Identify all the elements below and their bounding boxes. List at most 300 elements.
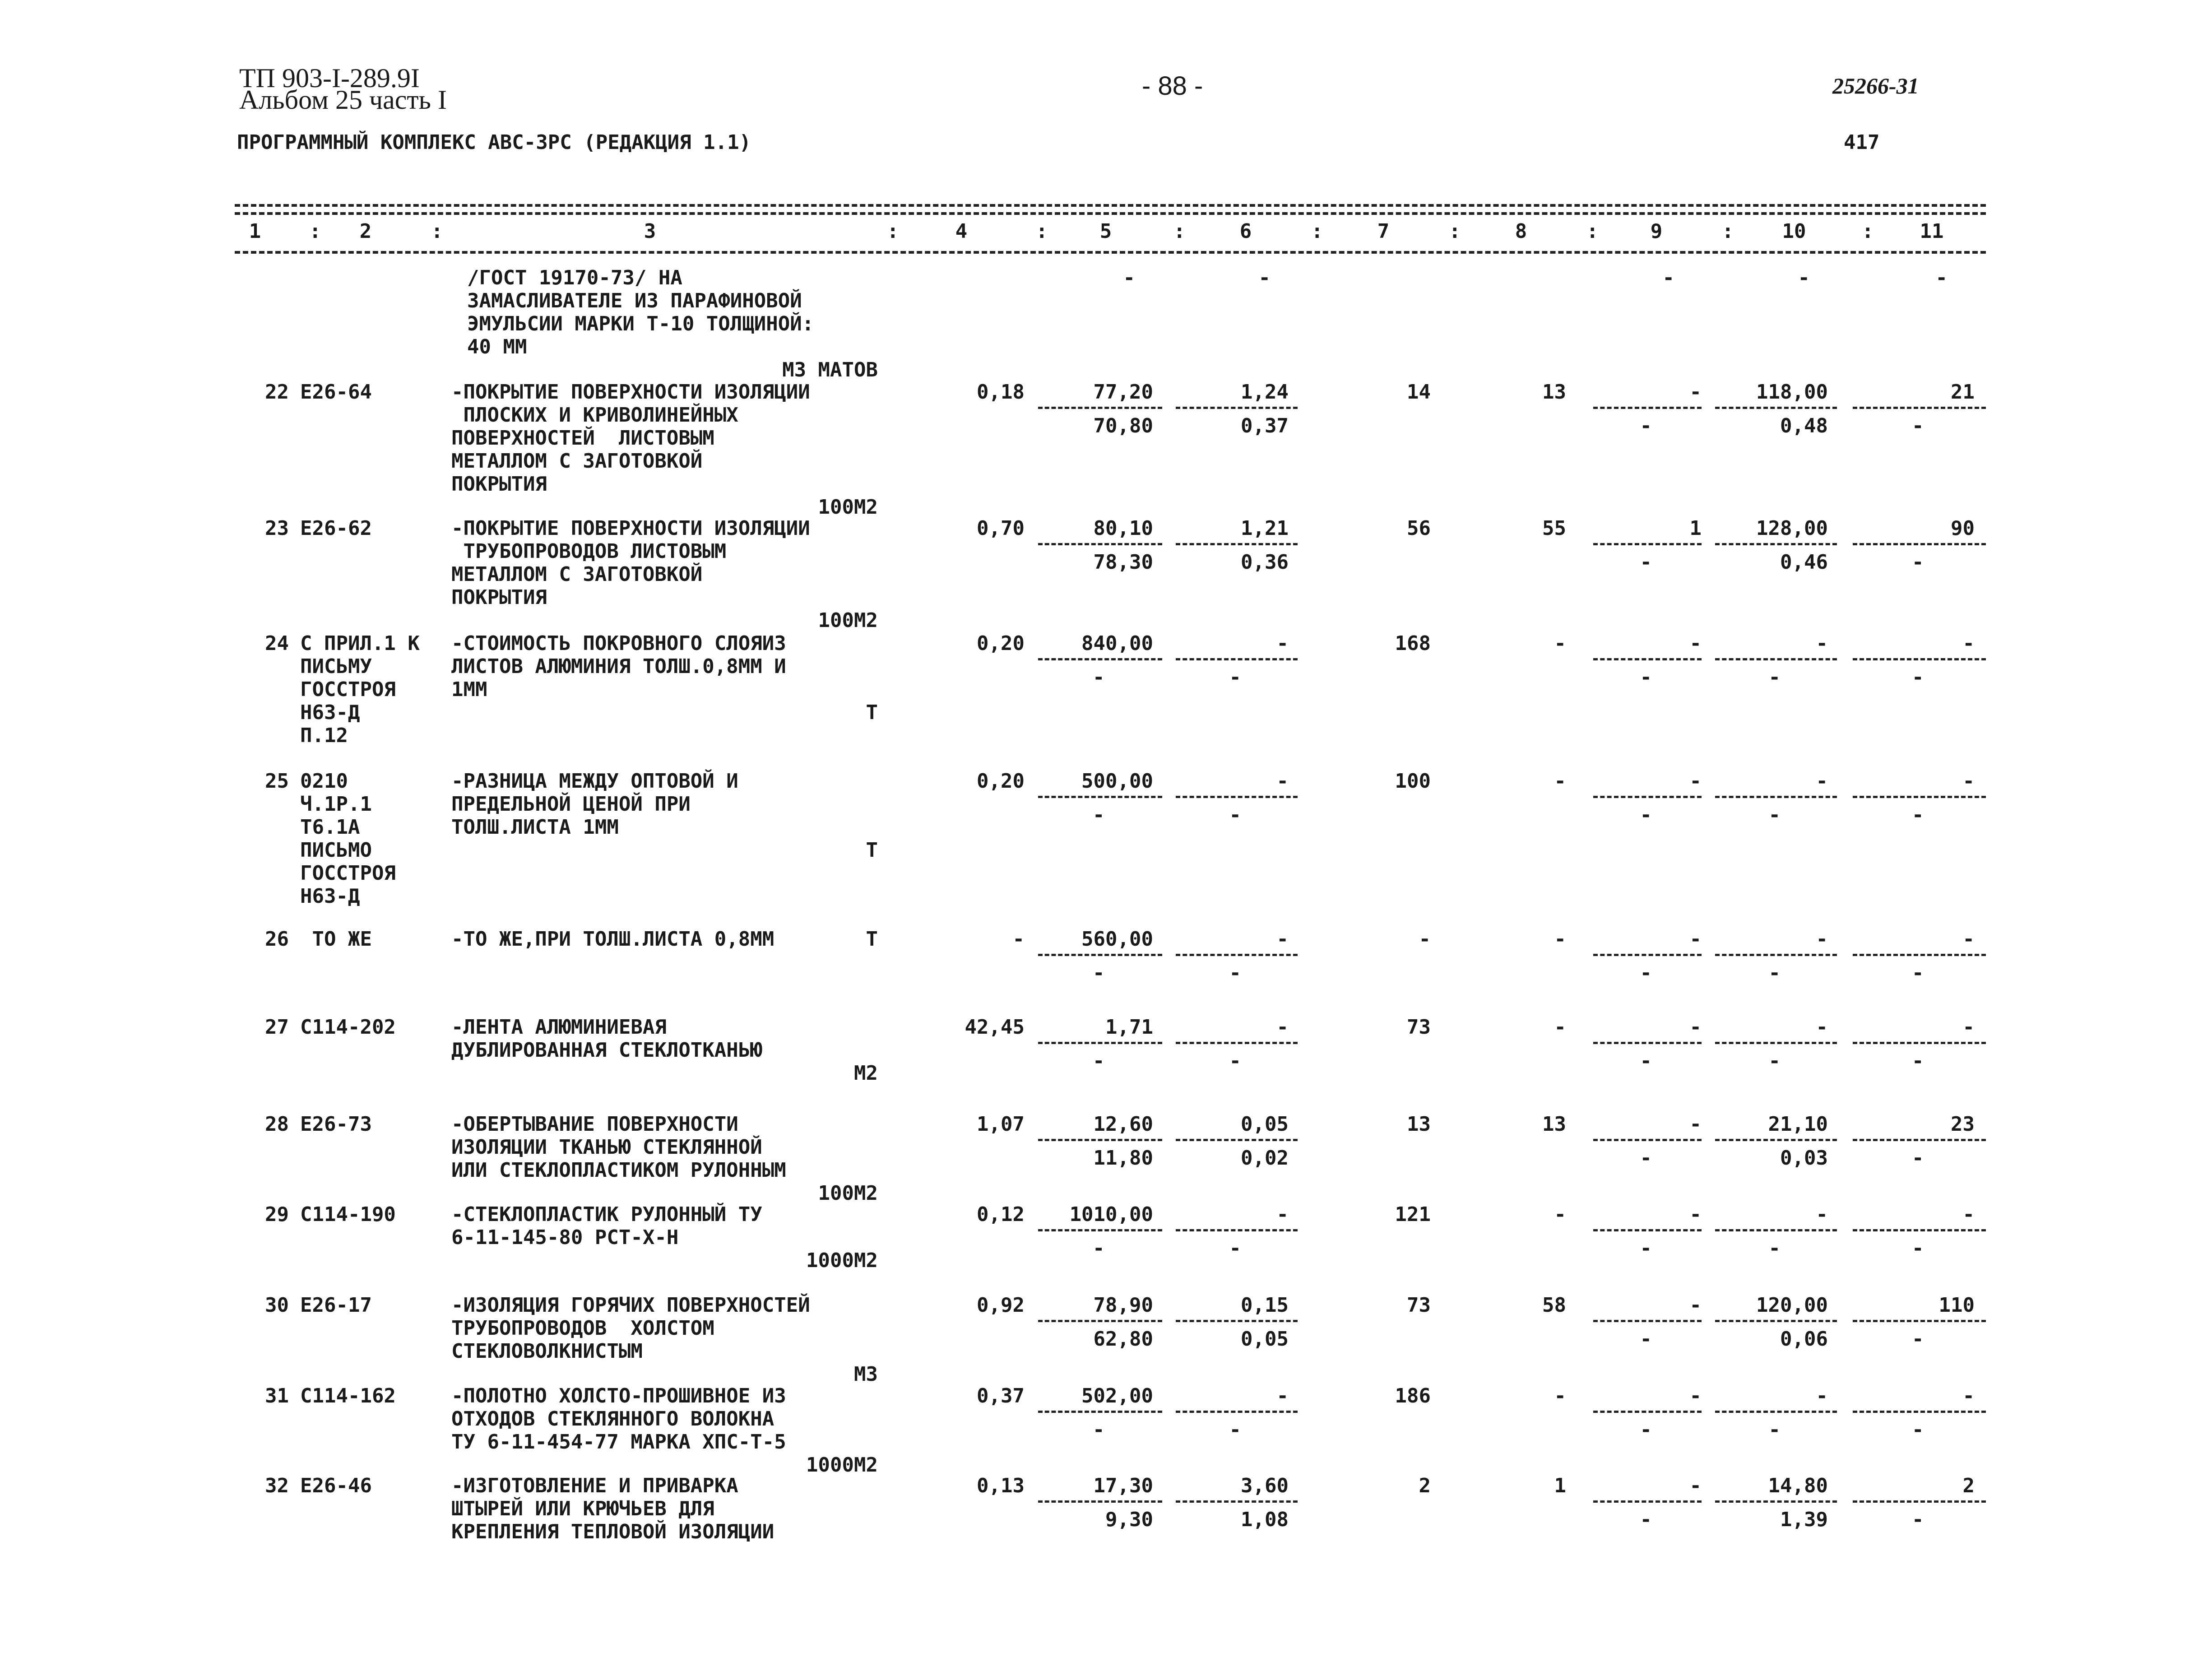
column-separator: : <box>1586 220 1599 243</box>
subtotal-rule <box>1176 954 1298 956</box>
column-header-8: 8 <box>1515 220 1527 243</box>
description-line: ШТЫРЕЙ ИЛИ КРЮЧЬЕВ ДЛЯ <box>451 1497 714 1520</box>
subtotal-rule <box>1038 1320 1162 1322</box>
resource-code: Н63-Д <box>300 701 360 724</box>
resource-code: ТО ЖЕ <box>300 928 372 951</box>
cell-c11: - <box>1962 632 1975 655</box>
resource-code: Е26-17 <box>300 1294 372 1317</box>
description-line: -ТО ЖЕ,ПРИ ТОЛШ.ЛИСТА 0,8ММ <box>451 928 774 951</box>
subtotal-rule <box>1715 1500 1837 1503</box>
cell-c8: 13 <box>1542 381 1566 404</box>
subtotal-rule <box>1593 1411 1702 1413</box>
cell-c9: - <box>1689 1113 1702 1136</box>
description-line: ИЛИ СТЕКЛОПЛАСТИКОМ РУЛОННЫМ <box>451 1159 786 1182</box>
unit-label: 100М2 <box>818 496 878 519</box>
table-header-rule <box>235 251 1986 254</box>
cell-c9b: - <box>1640 1418 1652 1441</box>
column-header-10: 10 <box>1782 220 1806 243</box>
unit-label: 100М2 <box>818 1182 878 1205</box>
cell-c8: - <box>1554 1016 1566 1039</box>
cell-c7: 100 <box>1395 770 1431 793</box>
cell-c11b: - <box>1912 1418 1924 1441</box>
cell-c6b: 1,08 <box>1241 1508 1289 1531</box>
subtotal-rule <box>1853 954 1986 956</box>
row-number: 32 <box>265 1474 289 1497</box>
subtotal-rule <box>1593 1042 1702 1044</box>
cell-c9: - <box>1689 1294 1702 1317</box>
cell-c6b: - <box>1229 1237 1241 1260</box>
cell-c6b: - <box>1229 961 1241 984</box>
column-header-7: 7 <box>1377 220 1390 243</box>
subtotal-rule <box>1853 1139 1986 1141</box>
description-line: ТОЛШ.ЛИСТА 1ММ <box>451 816 619 839</box>
cell-c5b: - <box>1093 961 1105 984</box>
cell-c10: 118,00 <box>1756 381 1828 404</box>
cell-c6b: - <box>1229 803 1241 826</box>
cell-c4: - <box>1012 928 1025 951</box>
column-separator: : <box>1862 220 1874 243</box>
cell-c4: 0,20 <box>977 770 1025 793</box>
cell-c9: - <box>1689 1016 1702 1039</box>
subtotal-rule <box>1593 658 1702 660</box>
cell-c11b: - <box>1912 961 1924 984</box>
column-separator: : <box>887 220 899 243</box>
cell-c4: 0,20 <box>977 632 1025 655</box>
cell-c11: - <box>1962 928 1975 951</box>
subtotal-rule <box>1038 1042 1162 1044</box>
cell-c10: 120,00 <box>1756 1294 1828 1317</box>
column-separator: : <box>309 220 321 243</box>
program-title: ПРОГРАММНЫЙ КОМПЛЕКС АВС-3РС (РЕДАКЦИЯ 1.1) <box>237 131 751 154</box>
cell-c9: - <box>1689 632 1702 655</box>
cell-c10b: 0,03 <box>1780 1147 1828 1170</box>
cell-c6: - <box>1276 770 1289 793</box>
resource-code: Е26-73 <box>300 1113 372 1136</box>
row-number: 29 <box>265 1203 289 1226</box>
cell-c10: - <box>1816 1384 1828 1407</box>
column-separator: : <box>431 220 443 243</box>
cell-c11b: - <box>1912 1328 1924 1351</box>
description-line: ОТХОДОВ СТЕКЛЯННОГО ВОЛОКНА <box>451 1407 774 1430</box>
cell-c10b: - <box>1768 1418 1781 1441</box>
description-line: /ГОСТ 19170-73/ НА <box>467 266 682 289</box>
subtotal-rule <box>1715 1411 1837 1413</box>
resource-code: П.12 <box>300 724 348 747</box>
unit-label: 1000М2 <box>806 1453 878 1477</box>
cell-c6b: 0,05 <box>1241 1328 1289 1351</box>
cell-c11b: - <box>1912 1049 1924 1073</box>
cell-c11b: - <box>1912 414 1924 437</box>
row-number: 23 <box>265 517 289 540</box>
cell-c11: 90 <box>1951 517 1975 540</box>
unit-label: Т <box>866 839 878 862</box>
cell-c9: - <box>1689 1203 1702 1226</box>
row-number: 28 <box>265 1113 289 1136</box>
cell-c8: 13 <box>1542 1113 1566 1136</box>
cell-c5b: - <box>1093 803 1105 826</box>
cell-c5: 80,10 <box>1093 517 1153 540</box>
column-header-4: 4 <box>955 220 968 243</box>
subtotal-rule <box>1038 1500 1162 1503</box>
cell-c5b: - <box>1093 1237 1105 1260</box>
cell-c8: - <box>1554 1203 1566 1226</box>
description-line: -РАЗНИЦА МЕЖДУ ОПТОВОЙ И <box>451 770 738 793</box>
cell-c11: 23 <box>1951 1113 1975 1136</box>
subtotal-rule <box>1593 1500 1702 1503</box>
subtotal-rule <box>1038 1229 1162 1231</box>
cell-c10: - <box>1816 928 1828 951</box>
subtotal-rule <box>1176 1042 1298 1044</box>
unit-label: М3 МАТОВ <box>782 358 878 381</box>
cell-c10b: - <box>1768 803 1781 826</box>
cell-c7: - <box>1419 928 1431 951</box>
subtotal-rule <box>1715 796 1837 798</box>
subtotal-rule <box>1853 543 1986 545</box>
subtotal-rule <box>1715 954 1837 956</box>
resource-code: 0210 <box>300 770 348 793</box>
cell-c8: - <box>1554 928 1566 951</box>
cell-c11b: - <box>1912 1508 1924 1531</box>
unit-label: Т <box>866 701 878 724</box>
cell-c5b: 11,80 <box>1093 1147 1153 1170</box>
cell-c10b: 0,48 <box>1780 414 1828 437</box>
sheet-number: 417 <box>1844 131 1880 154</box>
archive-number: 25266-31 <box>1832 73 1919 98</box>
description-line: МЕТАЛЛОМ С ЗАГОТОВКОЙ <box>451 450 703 473</box>
cell-c11: - <box>1962 1016 1975 1039</box>
cell-c4: 0,92 <box>977 1294 1025 1317</box>
cell-c7: 121 <box>1395 1203 1431 1226</box>
cell-c10b: - <box>1768 666 1781 689</box>
cell-c8: 1 <box>1554 1474 1566 1497</box>
row-number: 27 <box>265 1016 289 1039</box>
cell-c10: - <box>1816 632 1828 655</box>
cell-c9b: - <box>1640 666 1652 689</box>
subtotal-rule <box>1176 1320 1298 1322</box>
column-separator: : <box>1311 220 1323 243</box>
cell-c4: 0,37 <box>977 1384 1025 1407</box>
cell-c11: 2 <box>1962 1474 1975 1497</box>
resource-code: С114-202 <box>300 1016 396 1039</box>
cell-c10: 21,10 <box>1768 1113 1828 1136</box>
resource-code: ПИСЬМО <box>300 839 372 862</box>
cell-c5b: 62,80 <box>1093 1328 1153 1351</box>
album-label: Альбом 25 часть I <box>239 85 447 115</box>
description-line: ПОВЕРХНОСТЕЙ ЛИСТОВЫМ <box>451 427 714 450</box>
cell-c5: 560,00 <box>1081 928 1153 951</box>
subtotal-rule <box>1038 407 1162 409</box>
cell-c6b: - <box>1229 1418 1241 1441</box>
resource-code: Е26-46 <box>300 1474 372 1497</box>
cell-c11b: - <box>1912 1237 1924 1260</box>
subtotal-rule <box>1593 407 1702 409</box>
cell-c11b: - <box>1912 1147 1924 1170</box>
description-line: 1ММ <box>451 678 487 701</box>
subtotal-rule <box>1176 796 1298 798</box>
cell-c5: - <box>1123 266 1135 289</box>
description-line: -СТЕКЛОПЛАСТИК РУЛОННЫЙ ТУ <box>451 1203 762 1226</box>
cell-c4: 0,13 <box>977 1474 1025 1497</box>
column-header-1: 1 <box>249 220 261 243</box>
row-number: 26 <box>265 928 289 951</box>
cell-c9b: - <box>1640 414 1652 437</box>
subtotal-rule <box>1715 1139 1837 1141</box>
description-line: ТУ 6-11-454-77 МАРКА ХПС-Т-5 <box>451 1430 786 1453</box>
subtotal-rule <box>1176 658 1298 660</box>
description-line: 40 ММ <box>467 335 527 358</box>
cell-c6: - <box>1276 632 1289 655</box>
subtotal-rule <box>1176 1139 1298 1141</box>
cell-c6: 1,21 <box>1241 517 1289 540</box>
resource-code: С ПРИЛ.1 К <box>300 632 420 655</box>
cell-c4: 42,45 <box>965 1016 1025 1039</box>
row-number: 30 <box>265 1294 289 1317</box>
row-number: 24 <box>265 632 289 655</box>
description-line: 6-11-145-80 РСТ-Х-Н <box>451 1226 679 1249</box>
subtotal-rule <box>1853 1500 1986 1503</box>
cell-c5: 12,60 <box>1093 1113 1153 1136</box>
resource-code: ГОССТРОЯ <box>300 678 396 701</box>
subtotal-rule <box>1176 407 1298 409</box>
resource-code: Т6.1А <box>300 816 360 839</box>
cell-c10b: 0,46 <box>1780 551 1828 574</box>
subtotal-rule <box>1176 1229 1298 1231</box>
subtotal-rule <box>1853 407 1986 409</box>
cell-c11: 110 <box>1938 1294 1975 1317</box>
row-number: 22 <box>265 381 289 404</box>
subtotal-rule <box>1715 1042 1837 1044</box>
subtotal-rule <box>1853 1042 1986 1044</box>
row-number: 31 <box>265 1384 289 1407</box>
cell-c5b: - <box>1093 666 1105 689</box>
column-separator: : <box>1173 220 1186 243</box>
cell-c11: - <box>1962 1203 1975 1226</box>
description-line: МЕТАЛЛОМ С ЗАГОТОВКОЙ <box>451 563 703 586</box>
cell-c6: - <box>1276 1203 1289 1226</box>
cell-c6: - <box>1276 1016 1289 1039</box>
cell-c9: 1 <box>1689 517 1702 540</box>
resource-code: Е26-62 <box>300 517 372 540</box>
description-line: ЗАМАСЛИВАТЕЛЕ ИЗ ПАРАФИНОВОЙ <box>467 289 802 312</box>
cell-c9: - <box>1689 1384 1702 1407</box>
cell-c10: 14,80 <box>1768 1474 1828 1497</box>
subtotal-rule <box>1853 658 1986 660</box>
cell-c8: 58 <box>1542 1294 1566 1317</box>
cell-c10b: 0,06 <box>1780 1328 1828 1351</box>
subtotal-rule <box>1038 954 1162 956</box>
cell-c5: 840,00 <box>1081 632 1153 655</box>
subtotal-rule <box>1593 796 1702 798</box>
subtotal-rule <box>1593 1139 1702 1141</box>
cell-c7: 73 <box>1407 1016 1431 1039</box>
cell-c6b: - <box>1229 666 1241 689</box>
cell-c9: - <box>1689 928 1702 951</box>
cell-c11: - <box>1962 1384 1975 1407</box>
resource-code: Ч.1Р.1 <box>300 793 372 816</box>
cell-c7: 186 <box>1395 1384 1431 1407</box>
cell-c6b: - <box>1229 1049 1241 1073</box>
subtotal-rule <box>1176 543 1298 545</box>
resource-code: ГОССТРОЯ <box>300 862 396 885</box>
resource-code: Е26-64 <box>300 381 372 404</box>
description-line: -ИЗГОТОВЛЕНИЕ И ПРИВАРКА <box>451 1474 738 1497</box>
cell-c9b: - <box>1640 1147 1652 1170</box>
description-line: -ЛЕНТА АЛЮМИНИЕВАЯ <box>451 1016 667 1039</box>
unit-label: 100М2 <box>818 609 878 632</box>
unit-label: Т <box>866 928 878 951</box>
cell-c10: 128,00 <box>1756 517 1828 540</box>
cell-c9b: - <box>1640 1508 1652 1531</box>
description-line: -ИЗОЛЯЦИЯ ГОРЯЧИХ ПОВЕРХНОСТЕЙ <box>451 1294 810 1317</box>
cell-c9b: - <box>1640 1328 1652 1351</box>
unit-label: М2 <box>854 1062 878 1085</box>
column-separator: : <box>1449 220 1461 243</box>
subtotal-rule <box>1715 1229 1837 1231</box>
cell-c10: - <box>1798 266 1810 289</box>
cell-c10: - <box>1816 770 1828 793</box>
subtotal-rule <box>1853 1320 1986 1322</box>
description-line: -ПОКРЫТИЕ ПОВЕРХНОСТИ ИЗОЛЯЦИИ <box>451 517 810 540</box>
subtotal-rule <box>1176 1500 1298 1503</box>
cell-c10b: - <box>1768 961 1781 984</box>
cell-c9b: - <box>1640 551 1652 574</box>
subtotal-rule <box>1715 658 1837 660</box>
description-line: -ПОКРЫТИЕ ПОВЕРХНОСТИ ИЗОЛЯЦИИ <box>451 381 810 404</box>
column-separator: : <box>1036 220 1048 243</box>
cell-c8: - <box>1554 1384 1566 1407</box>
description-line: ПРЕДЕЛЬНОЙ ЦЕНОЙ ПРИ <box>451 793 691 816</box>
cell-c11: - <box>1962 770 1975 793</box>
cell-c9b: - <box>1640 1237 1652 1260</box>
cell-c5: 1010,00 <box>1069 1203 1153 1226</box>
resource-code: С114-190 <box>300 1203 396 1226</box>
subtotal-rule <box>1038 796 1162 798</box>
subtotal-rule <box>1593 1320 1702 1322</box>
subtotal-rule <box>1715 1320 1837 1322</box>
row-number: 25 <box>265 770 289 793</box>
cell-c8: - <box>1554 770 1566 793</box>
description-line: ТРУБОПРОВОДОВ ХОЛСТОМ <box>451 1317 714 1340</box>
description-line: ПОКРЫТИЯ <box>451 473 547 496</box>
cell-c5b: 9,30 <box>1105 1508 1153 1531</box>
cell-c5: 17,30 <box>1093 1474 1153 1497</box>
description-line: ЭМУЛЬСИИ МАРКИ Т-10 ТОЛЩИНОЙ: <box>467 312 814 335</box>
subtotal-rule <box>1715 543 1837 545</box>
cell-c5b: - <box>1093 1049 1105 1073</box>
subtotal-rule <box>1853 796 1986 798</box>
cell-c9: - <box>1689 770 1702 793</box>
subtotal-rule <box>1038 543 1162 545</box>
cell-c4: 0,18 <box>977 381 1025 404</box>
cell-c10b: - <box>1768 1237 1781 1260</box>
column-header-11: 11 <box>1920 220 1944 243</box>
cell-c6b: 0,02 <box>1241 1147 1289 1170</box>
subtotal-rule <box>1715 407 1837 409</box>
cell-c11b: - <box>1912 666 1924 689</box>
cell-c6: 0,05 <box>1241 1113 1289 1136</box>
cell-c9b: - <box>1640 961 1652 984</box>
table-top-rule <box>235 204 1986 207</box>
cell-c9: - <box>1689 381 1702 404</box>
cell-c5: 502,00 <box>1081 1384 1153 1407</box>
subtotal-rule <box>1593 543 1702 545</box>
subtotal-rule <box>1038 1139 1162 1141</box>
subtotal-rule <box>1593 1229 1702 1231</box>
description-line: -СТОИМОСТЬ ПОКРОВНОГО СЛОЯИЗ <box>451 632 786 655</box>
cell-c7: 56 <box>1407 517 1431 540</box>
column-header-5: 5 <box>1099 220 1112 243</box>
cell-c4: 1,07 <box>977 1113 1025 1136</box>
cell-c6b: 0,37 <box>1241 414 1289 437</box>
cell-c10: - <box>1816 1016 1828 1039</box>
subtotal-rule <box>1853 1229 1986 1231</box>
cell-c7: 168 <box>1395 632 1431 655</box>
description-line: КРЕПЛЕНИЯ ТЕПЛОВОЙ ИЗОЛЯЦИИ <box>451 1520 774 1543</box>
column-header-3: 3 <box>644 220 656 243</box>
page-number: - 88 - <box>1142 71 1203 101</box>
cell-c6: - <box>1258 266 1271 289</box>
column-header-9: 9 <box>1650 220 1663 243</box>
cell-c5: 1,71 <box>1105 1016 1153 1039</box>
cell-c5: 500,00 <box>1081 770 1153 793</box>
cell-c11b: - <box>1912 803 1924 826</box>
resource-code: Н63-Д <box>300 885 360 908</box>
cell-c10b: 1,39 <box>1780 1508 1828 1531</box>
description-line: -ПОЛОТНО ХОЛСТО-ПРОШИВНОЕ ИЗ <box>451 1384 786 1407</box>
cell-c9: - <box>1689 1474 1702 1497</box>
cell-c6: - <box>1276 1384 1289 1407</box>
column-header-6: 6 <box>1239 220 1252 243</box>
unit-label: М3 <box>854 1363 878 1386</box>
cell-c5b: 78,30 <box>1093 551 1153 574</box>
resource-code: С114-162 <box>300 1384 396 1407</box>
cell-c11b: - <box>1912 551 1924 574</box>
subtotal-rule <box>1593 954 1702 956</box>
cell-c7: 73 <box>1407 1294 1431 1317</box>
cell-c7: 2 <box>1419 1474 1431 1497</box>
cell-c10: - <box>1816 1203 1828 1226</box>
description-line: ТРУБОПРОВОДОВ ЛИСТОВЫМ <box>451 540 727 563</box>
cell-c6b: 0,36 <box>1241 551 1289 574</box>
description-line: ЛИСТОВ АЛЮМИНИЯ ТОЛШ.0,8ММ И <box>451 655 786 678</box>
description-line: СТЕКЛОВОЛКНИСТЫМ <box>451 1340 643 1363</box>
description-line: ПЛОСКИХ И КРИВОЛИНЕЙНЫХ <box>451 404 738 427</box>
cell-c8: - <box>1554 632 1566 655</box>
cell-c5: 77,20 <box>1093 381 1153 404</box>
subtotal-rule <box>1176 1411 1298 1413</box>
cell-c7: 13 <box>1407 1113 1431 1136</box>
column-header-2: 2 <box>359 220 372 243</box>
cell-c6: 3,60 <box>1241 1474 1289 1497</box>
cell-c6: - <box>1276 928 1289 951</box>
cell-c10b: - <box>1768 1049 1781 1073</box>
cell-c11: - <box>1935 266 1948 289</box>
cell-c7: 14 <box>1407 381 1431 404</box>
cell-c4: 0,12 <box>977 1203 1025 1226</box>
doc-code: ТП 903-I-289.9I <box>239 63 420 93</box>
column-separator: : <box>1722 220 1734 243</box>
description-line: ДУБЛИРОВАННАЯ СТЕКЛОТКАНЬЮ <box>451 1039 762 1062</box>
subtotal-rule <box>1038 1411 1162 1413</box>
cell-c9b: - <box>1640 803 1652 826</box>
cell-c9: - <box>1662 266 1674 289</box>
description-line: -ОБЕРТЫВАНИЕ ПОВЕРХНОСТИ <box>451 1113 738 1136</box>
cell-c5b: - <box>1093 1418 1105 1441</box>
subtotal-rule <box>1038 658 1162 660</box>
cell-c6: 1,24 <box>1241 381 1289 404</box>
cell-c8: 55 <box>1542 517 1566 540</box>
cell-c5b: 70,80 <box>1093 414 1153 437</box>
